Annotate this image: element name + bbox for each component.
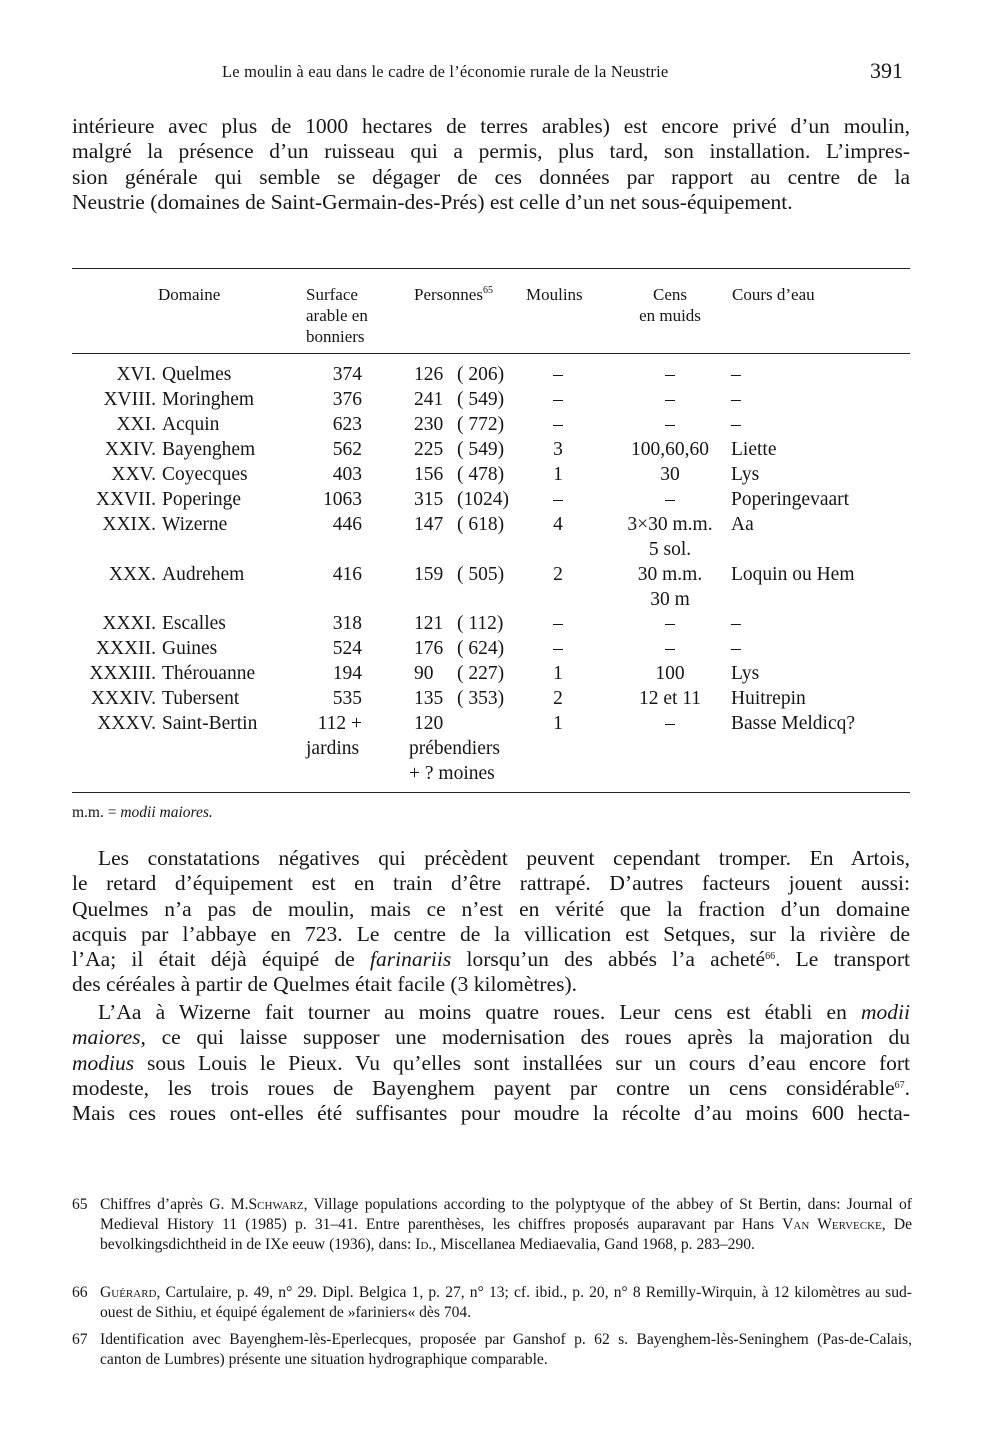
row-numeral: XXXIII.	[89, 663, 156, 684]
row-mills: 1	[553, 713, 563, 734]
row-mills: –	[553, 638, 563, 659]
body-line: Mais ces roues ont-elles été suffisantes pour moudre la récolte d’au moins 600 hecta-	[72, 1101, 910, 1126]
footnote-text	[100, 1195, 912, 1254]
row-numeral: XVIII.	[103, 389, 156, 410]
row-persons-alt: ( 549)	[457, 439, 505, 460]
row-watercourse: –	[731, 364, 741, 385]
row-cens: 30 m	[650, 589, 690, 610]
author-name: Id.	[415, 1235, 433, 1253]
footnote-66	[72, 1283, 912, 1323]
row-persons-alt: ( 227)	[457, 663, 505, 684]
row-persons: 90	[414, 663, 434, 684]
row-persons: 126	[414, 364, 444, 385]
row-watercourse: Huitrepin	[731, 688, 806, 709]
text-run: sous Louis le Pieux. Vu qu’elles sont installées sur un cours d’eau encore fort	[146, 1050, 911, 1075]
header-cens-line: en muids	[639, 306, 701, 325]
text-run: modeste, les trois roues de Bayenghem payent par contre un cens considérable	[72, 1075, 895, 1100]
row-numeral: XXI.	[116, 414, 156, 435]
text-run: .	[904, 1075, 910, 1100]
row-persons: 147	[414, 514, 444, 535]
table-note-text: modii maiores.	[120, 804, 213, 821]
row-persons: 225	[414, 439, 444, 460]
footnote-number: 66	[72, 1284, 88, 1301]
row-persons: 159	[414, 564, 444, 585]
row-cens: –	[665, 489, 675, 510]
row-mills: –	[553, 364, 563, 385]
row-mills: 4	[553, 514, 563, 535]
text-run: . Le transport	[775, 947, 911, 972]
row-watercourse: Loquin ou Hem	[731, 564, 855, 585]
intro-line: intérieure avec plus de 1000 hectares de terres arables) est encore privé d’un moulin,	[72, 114, 910, 138]
row-watercourse: –	[731, 613, 741, 634]
author-name: Schwarz	[248, 1196, 304, 1213]
body-line	[72, 947, 910, 972]
row-domain: Audrehem	[162, 564, 245, 585]
row-surface: 535	[332, 688, 362, 709]
row-surface: 376	[332, 389, 362, 410]
row-cens: –	[665, 389, 675, 410]
row-persons: 241	[414, 389, 444, 410]
row-watercourse: Poperingevaart	[731, 489, 850, 510]
italic-term: modii	[861, 1000, 910, 1024]
author-name: Guérard	[100, 1284, 157, 1301]
row-mills: –	[553, 389, 563, 410]
header-cours: Cours d’eau	[732, 285, 815, 304]
row-numeral: XVI.	[116, 364, 156, 385]
body-line: Les constatations négatives qui précèdent peuvent cependant tromper. En Artois,	[98, 846, 910, 870]
intro-line: malgré la présence d’un ruisseau qui a permis, plus tard, son installation. L’impres-	[72, 139, 910, 164]
header-surface-line: arable en	[306, 306, 368, 325]
row-persons: 176	[414, 638, 444, 659]
body-line: le retard d’équipement est en train d’être rattrapé. D’autres facteurs jouent aussi:	[72, 871, 910, 896]
row-watercourse: –	[731, 389, 741, 410]
header-surface-line: bonniers	[306, 327, 365, 346]
row-persons: 230	[414, 414, 444, 435]
row-persons: 135	[414, 688, 444, 709]
row-mills: 1	[553, 464, 563, 485]
text-run: lorsqu’un des abbés l’a acheté	[466, 947, 766, 972]
row-watercourse: –	[731, 414, 741, 435]
row-surface: 1063	[323, 489, 362, 510]
text-run: Chiffres d’après G. M.	[100, 1196, 249, 1213]
row-domain: Thérouanne	[162, 663, 256, 684]
row-cens: –	[665, 613, 675, 634]
header-surface-line: Surface	[306, 285, 358, 304]
row-numeral: XXX.	[108, 564, 156, 585]
row-numeral: XXVII.	[95, 489, 156, 510]
row-persons-alt: (1024)	[457, 489, 509, 510]
row-surface: 623	[332, 414, 362, 435]
table-header-rule	[72, 353, 910, 354]
row-cens: 30	[660, 464, 680, 485]
row-surface: 318	[332, 613, 362, 634]
text-run: L’Aa à Wizerne fait tourner au moins quatre roues. Leur cens est établi en	[98, 1000, 847, 1024]
row-numeral: XXIX.	[102, 514, 156, 535]
row-persons: 315	[414, 489, 444, 510]
table-note-prefix: m.m. =	[72, 804, 117, 821]
footnote-67	[72, 1330, 912, 1370]
row-cens: 12 et 11	[638, 688, 702, 709]
header-domaine: Domaine	[158, 285, 221, 304]
row-cens: –	[665, 414, 675, 435]
text-run: , Miscellanea Mediaevalia, Gand 1968, p. 283–290.	[432, 1235, 755, 1253]
row-cens: –	[665, 364, 675, 385]
italic-term: farinariis	[370, 947, 452, 972]
row-cens: 100,60,60	[631, 439, 709, 460]
row-mills: 2	[553, 688, 563, 709]
row-surface: 194	[332, 663, 362, 684]
intro-line: Neustrie (domaines de Saint-Germain-des-Prés) est celle d’un net sous-équipement.	[72, 189, 793, 214]
row-domain: Bayenghem	[162, 439, 256, 460]
row-surface: 112 +	[317, 713, 362, 734]
italic-term: maiores,	[72, 1025, 146, 1050]
body-line	[72, 1051, 910, 1076]
row-persons: 120	[414, 713, 444, 734]
footnote-ref: 66	[765, 951, 776, 963]
row-domain: Escalles	[162, 613, 226, 634]
row-numeral: XXIV.	[104, 439, 156, 460]
row-watercourse: Liette	[731, 439, 777, 460]
row-domain: Poperinge	[162, 489, 242, 510]
text-run: , Cartulaire, p. 49, n° 29. Dipl. Belgica 1, p. 27, n° 13; cf. ibid., p. 20, n° 8 Remilly-Wirquin, à 12 kilomètres au sud-ouest de Sithiu, et équipé également de »fariniers« dès 704.	[100, 1284, 912, 1321]
row-mills: –	[553, 613, 563, 634]
row-persons-extra: prébendiers	[409, 738, 500, 759]
row-domain: Coyecques	[162, 464, 248, 485]
text-run: , Village populations according to the polyptyque of the abbey of St Bertin, dans: Journal of Medieval History 11 (1985) p. 31–41. Entre parenthèses, les chiffres proposés auparavant par Hans	[100, 1196, 912, 1233]
row-mills: 1	[553, 663, 563, 684]
row-persons-alt: ( 618)	[457, 514, 505, 535]
row-persons-alt: ( 478)	[457, 464, 505, 485]
intro-paragraph	[72, 114, 910, 215]
row-domain: Saint-Bertin	[162, 713, 258, 734]
text-run: , De bevolkingsdichtheid in de IXe eeuw (1936), dans:	[100, 1215, 913, 1253]
footnote-ref: 67	[894, 1079, 905, 1091]
author-name: Van Wervecke	[782, 1215, 882, 1233]
footnote-number: 65	[72, 1196, 88, 1213]
header-personnes	[414, 284, 493, 305]
text-run: ce qui laisse supposer une modernisation des roues après la majoration du	[161, 1025, 910, 1050]
row-persons-alt: ( 112)	[457, 613, 504, 634]
row-surface: jardins	[306, 738, 360, 759]
row-persons-alt: ( 206)	[457, 364, 505, 385]
row-persons-alt: ( 772)	[457, 414, 505, 435]
italic-term: modius	[72, 1050, 135, 1075]
row-watercourse: Lys	[731, 663, 760, 684]
row-surface: 562	[332, 439, 362, 460]
row-persons-alt: ( 353)	[457, 688, 505, 709]
row-domain: Quelmes	[162, 364, 232, 385]
row-numeral: XXXI.	[102, 613, 156, 634]
row-cens: 30 m.m.	[637, 564, 703, 585]
footnote-number: 67	[72, 1331, 88, 1348]
row-cens: 3×30 m.m.	[627, 514, 713, 535]
row-mills: –	[553, 489, 563, 510]
header-cens	[620, 284, 720, 326]
footnote-text: Identification avec Bayenghem-lès-Eperlecques, proposée par Ganshof p. 62 s. Bayenghem-lès-Seninghem (Pas-de-Calais, canton de Lumbres) présente une situation hydrographique comparable.	[100, 1331, 912, 1368]
table-note	[72, 804, 213, 822]
body-line: Quelmes n’a pas de moulin, mais ce n’est en vérité que la fraction d’un domaine	[72, 896, 910, 921]
row-persons-alt: ( 624)	[457, 638, 505, 659]
running-title: Le moulin à eau dans le cadre de l’économie rurale de la Neustrie	[222, 62, 669, 81]
body-paragraph-2	[72, 1000, 910, 1126]
table-top-rule	[72, 268, 910, 269]
row-numeral: XXXV.	[97, 713, 156, 734]
row-domain: Tubersent	[162, 688, 240, 709]
row-surface: 374	[332, 364, 362, 385]
intro-line: sion générale qui semble se dégager de ces données par rapport au centre de la	[72, 164, 910, 189]
body-line: acquis par l’abbaye en 723. Le centre de la villication est Setques, sur la rivière de	[72, 921, 910, 946]
row-cens: 100	[655, 663, 685, 684]
text-run: l’Aa; il était déjà équipé de	[72, 947, 355, 972]
row-mills: –	[553, 414, 563, 435]
footnote-65	[72, 1195, 912, 1254]
row-watercourse: Lys	[731, 464, 760, 485]
row-cens: –	[665, 638, 675, 659]
page-number: 391	[870, 58, 903, 83]
row-cens: 5 sol.	[648, 539, 692, 560]
row-numeral: XXV.	[111, 464, 156, 485]
row-persons: 156	[414, 464, 444, 485]
row-domain: Acquin	[162, 414, 220, 435]
row-domain: Wizerne	[162, 514, 228, 535]
row-surface: 416	[332, 564, 362, 585]
row-watercourse: Aa	[731, 514, 754, 535]
footnote-text	[100, 1283, 912, 1323]
body-line	[72, 1025, 910, 1050]
row-cens: –	[665, 713, 675, 734]
row-domain: Moringhem	[162, 389, 255, 410]
row-persons: 121	[414, 613, 444, 634]
row-persons-alt: ( 549)	[457, 389, 505, 410]
row-surface: 446	[332, 514, 362, 535]
row-surface: 524	[332, 638, 362, 659]
body-line	[72, 1000, 910, 1025]
row-surface: 403	[332, 464, 362, 485]
row-mills: 2	[553, 564, 563, 585]
row-mills: 3	[553, 439, 563, 460]
row-numeral: XXXII.	[95, 638, 156, 659]
table-bottom-rule	[72, 792, 910, 793]
header-personnes-label: Personnes	[414, 285, 483, 304]
footnote-ref: 65	[482, 285, 493, 296]
header-surface	[306, 284, 368, 347]
row-watercourse: –	[731, 638, 741, 659]
body-line: des céréales à partir de Quelmes était facile (3 kilomètres).	[72, 972, 578, 997]
body-paragraph-1	[72, 846, 910, 998]
row-numeral: XXXIV.	[90, 688, 156, 709]
header-moulins: Moulins	[526, 285, 583, 304]
row-watercourse: Basse Meldicq?	[731, 713, 856, 734]
row-domain: Guines	[162, 638, 218, 659]
row-persons-alt: ( 505)	[457, 564, 505, 585]
header-cens-line: Cens	[653, 285, 687, 304]
row-persons-extra: + ? moines	[409, 763, 495, 784]
body-line	[72, 1076, 910, 1101]
